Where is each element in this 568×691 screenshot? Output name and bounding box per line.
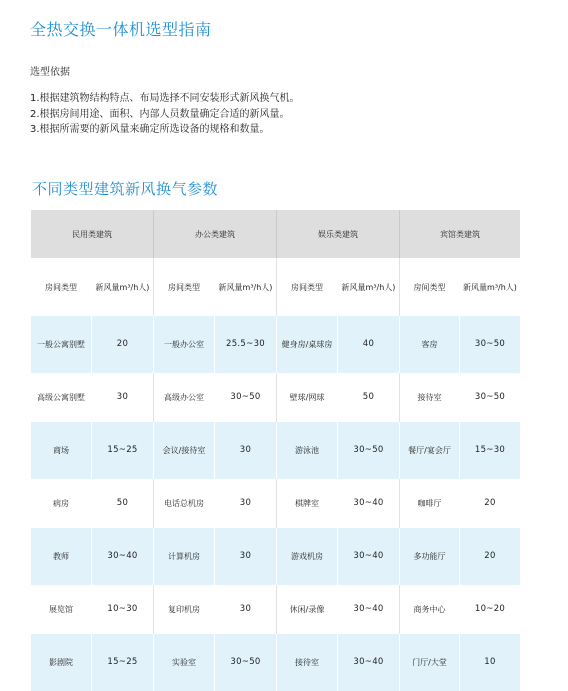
room-type-cell: 接待室 xyxy=(277,634,338,691)
room-type-cell: 一般办公室 xyxy=(154,316,215,373)
airflow-cell: 30 xyxy=(215,585,277,634)
table-row xyxy=(31,585,521,634)
room-type-cell: 咖啡厅 xyxy=(400,479,460,528)
airflow-cell: 30~40 xyxy=(338,528,400,585)
airflow-cell: 10~30 xyxy=(92,585,154,634)
room-type-cell: 休闲/录像 xyxy=(277,585,338,634)
page-title: 全热交换一体机选型指南 xyxy=(30,20,212,39)
room-type-cell: 教师 xyxy=(31,528,92,585)
selection-basis-list xyxy=(30,91,300,138)
airflow-cell: 30~40 xyxy=(92,528,154,585)
selection-basis-heading: 选型依据 xyxy=(30,67,70,78)
room-type-cell: 游泳池 xyxy=(277,422,338,479)
airflow-cell: 25.5~30 xyxy=(215,316,277,373)
group-header-hotel: 宾馆类建筑 xyxy=(400,210,521,258)
group-header-residential: 民用类建筑 xyxy=(31,210,154,258)
airflow-cell: 15~25 xyxy=(92,422,154,479)
ventilation-parameters-table xyxy=(30,210,521,691)
airflow-cell: 30~50 xyxy=(215,373,277,422)
sub-header-room-type: 房间类型 xyxy=(154,258,215,316)
room-type-cell: 电话总机房 xyxy=(154,479,215,528)
room-type-cell: 接待室 xyxy=(400,373,460,422)
airflow-cell: 30 xyxy=(215,479,277,528)
airflow-cell: 15~25 xyxy=(92,634,154,691)
table-row xyxy=(31,422,521,479)
airflow-cell: 15~30 xyxy=(460,422,521,479)
sub-header-room-type: 房间类型 xyxy=(31,258,92,316)
room-type-cell: 餐厅/宴会厅 xyxy=(400,422,460,479)
group-header-office: 办公类建筑 xyxy=(154,210,277,258)
basis-item: 1.根据建筑物结构特点、布局选择不同安装形式新风换气机。 xyxy=(30,93,300,104)
room-type-cell: 棋牌室 xyxy=(277,479,338,528)
room-type-cell: 游戏机房 xyxy=(277,528,338,585)
airflow-cell: 20 xyxy=(460,528,521,585)
sub-header-room-type: 房间类型 xyxy=(400,258,460,316)
table-row xyxy=(31,479,521,528)
section-title: 不同类型建筑新风换气参数 xyxy=(32,180,219,198)
room-type-cell: 客房 xyxy=(400,316,460,373)
room-type-cell: 影剧院 xyxy=(31,634,92,691)
airflow-cell: 50 xyxy=(92,479,154,528)
table-row xyxy=(31,316,521,373)
sub-header-airflow: 新风量m³/h人) xyxy=(215,258,277,316)
airflow-cell: 30~40 xyxy=(338,479,400,528)
room-type-cell: 高级办公室 xyxy=(154,373,215,422)
basis-item: 3.根据所需要的新风量来确定所选设备的规格和数量。 xyxy=(30,124,270,135)
room-type-cell: 高级公寓别墅 xyxy=(31,373,92,422)
table-row xyxy=(31,528,521,585)
airflow-cell: 30~50 xyxy=(460,373,521,422)
room-type-cell: 一般公寓别墅 xyxy=(31,316,92,373)
airflow-cell: 30~50 xyxy=(338,422,400,479)
room-type-cell: 展览馆 xyxy=(31,585,92,634)
airflow-cell: 10~20 xyxy=(460,585,521,634)
room-type-cell: 复印机房 xyxy=(154,585,215,634)
table-row xyxy=(31,634,521,691)
room-type-cell: 实验室 xyxy=(154,634,215,691)
sub-header-airflow: 新风量m³/h人) xyxy=(460,258,521,316)
airflow-cell: 20 xyxy=(92,316,154,373)
airflow-cell: 30~40 xyxy=(338,634,400,691)
room-type-cell: 会议/接待室 xyxy=(154,422,215,479)
room-type-cell: 病房 xyxy=(31,479,92,528)
room-type-cell: 门厅/大堂 xyxy=(400,634,460,691)
sub-header-airflow: 新风量m³/h人) xyxy=(338,258,400,316)
sub-header-room-type: 房间类型 xyxy=(277,258,338,316)
airflow-cell: 10 xyxy=(460,634,521,691)
sub-header-airflow: 新风量m³/h人) xyxy=(92,258,154,316)
room-type-cell: 健身房/桌球房 xyxy=(277,316,338,373)
room-type-cell: 商场 xyxy=(31,422,92,479)
airflow-cell: 20 xyxy=(460,479,521,528)
airflow-cell: 30~50 xyxy=(215,634,277,691)
airflow-cell: 30 xyxy=(92,373,154,422)
airflow-cell: 30~50 xyxy=(460,316,521,373)
group-header-entertainment: 娱乐类建筑 xyxy=(277,210,400,258)
room-type-cell: 商务中心 xyxy=(400,585,460,634)
basis-item: 2.根据房间用途、面积、内部人员数量确定合适的新风量。 xyxy=(30,108,290,120)
airflow-cell: 30 xyxy=(215,422,277,479)
table-row xyxy=(31,373,521,422)
airflow-cell: 30 xyxy=(215,528,277,585)
airflow-cell: 30~40 xyxy=(338,585,400,634)
room-type-cell: 多功能厅 xyxy=(400,528,460,585)
sub-header-row xyxy=(31,258,521,316)
room-type-cell: 计算机房 xyxy=(154,528,215,585)
room-type-cell: 壁球/网球 xyxy=(277,373,338,422)
airflow-cell: 40 xyxy=(338,316,400,373)
airflow-cell: 50 xyxy=(338,373,400,422)
group-header-row xyxy=(31,210,521,258)
